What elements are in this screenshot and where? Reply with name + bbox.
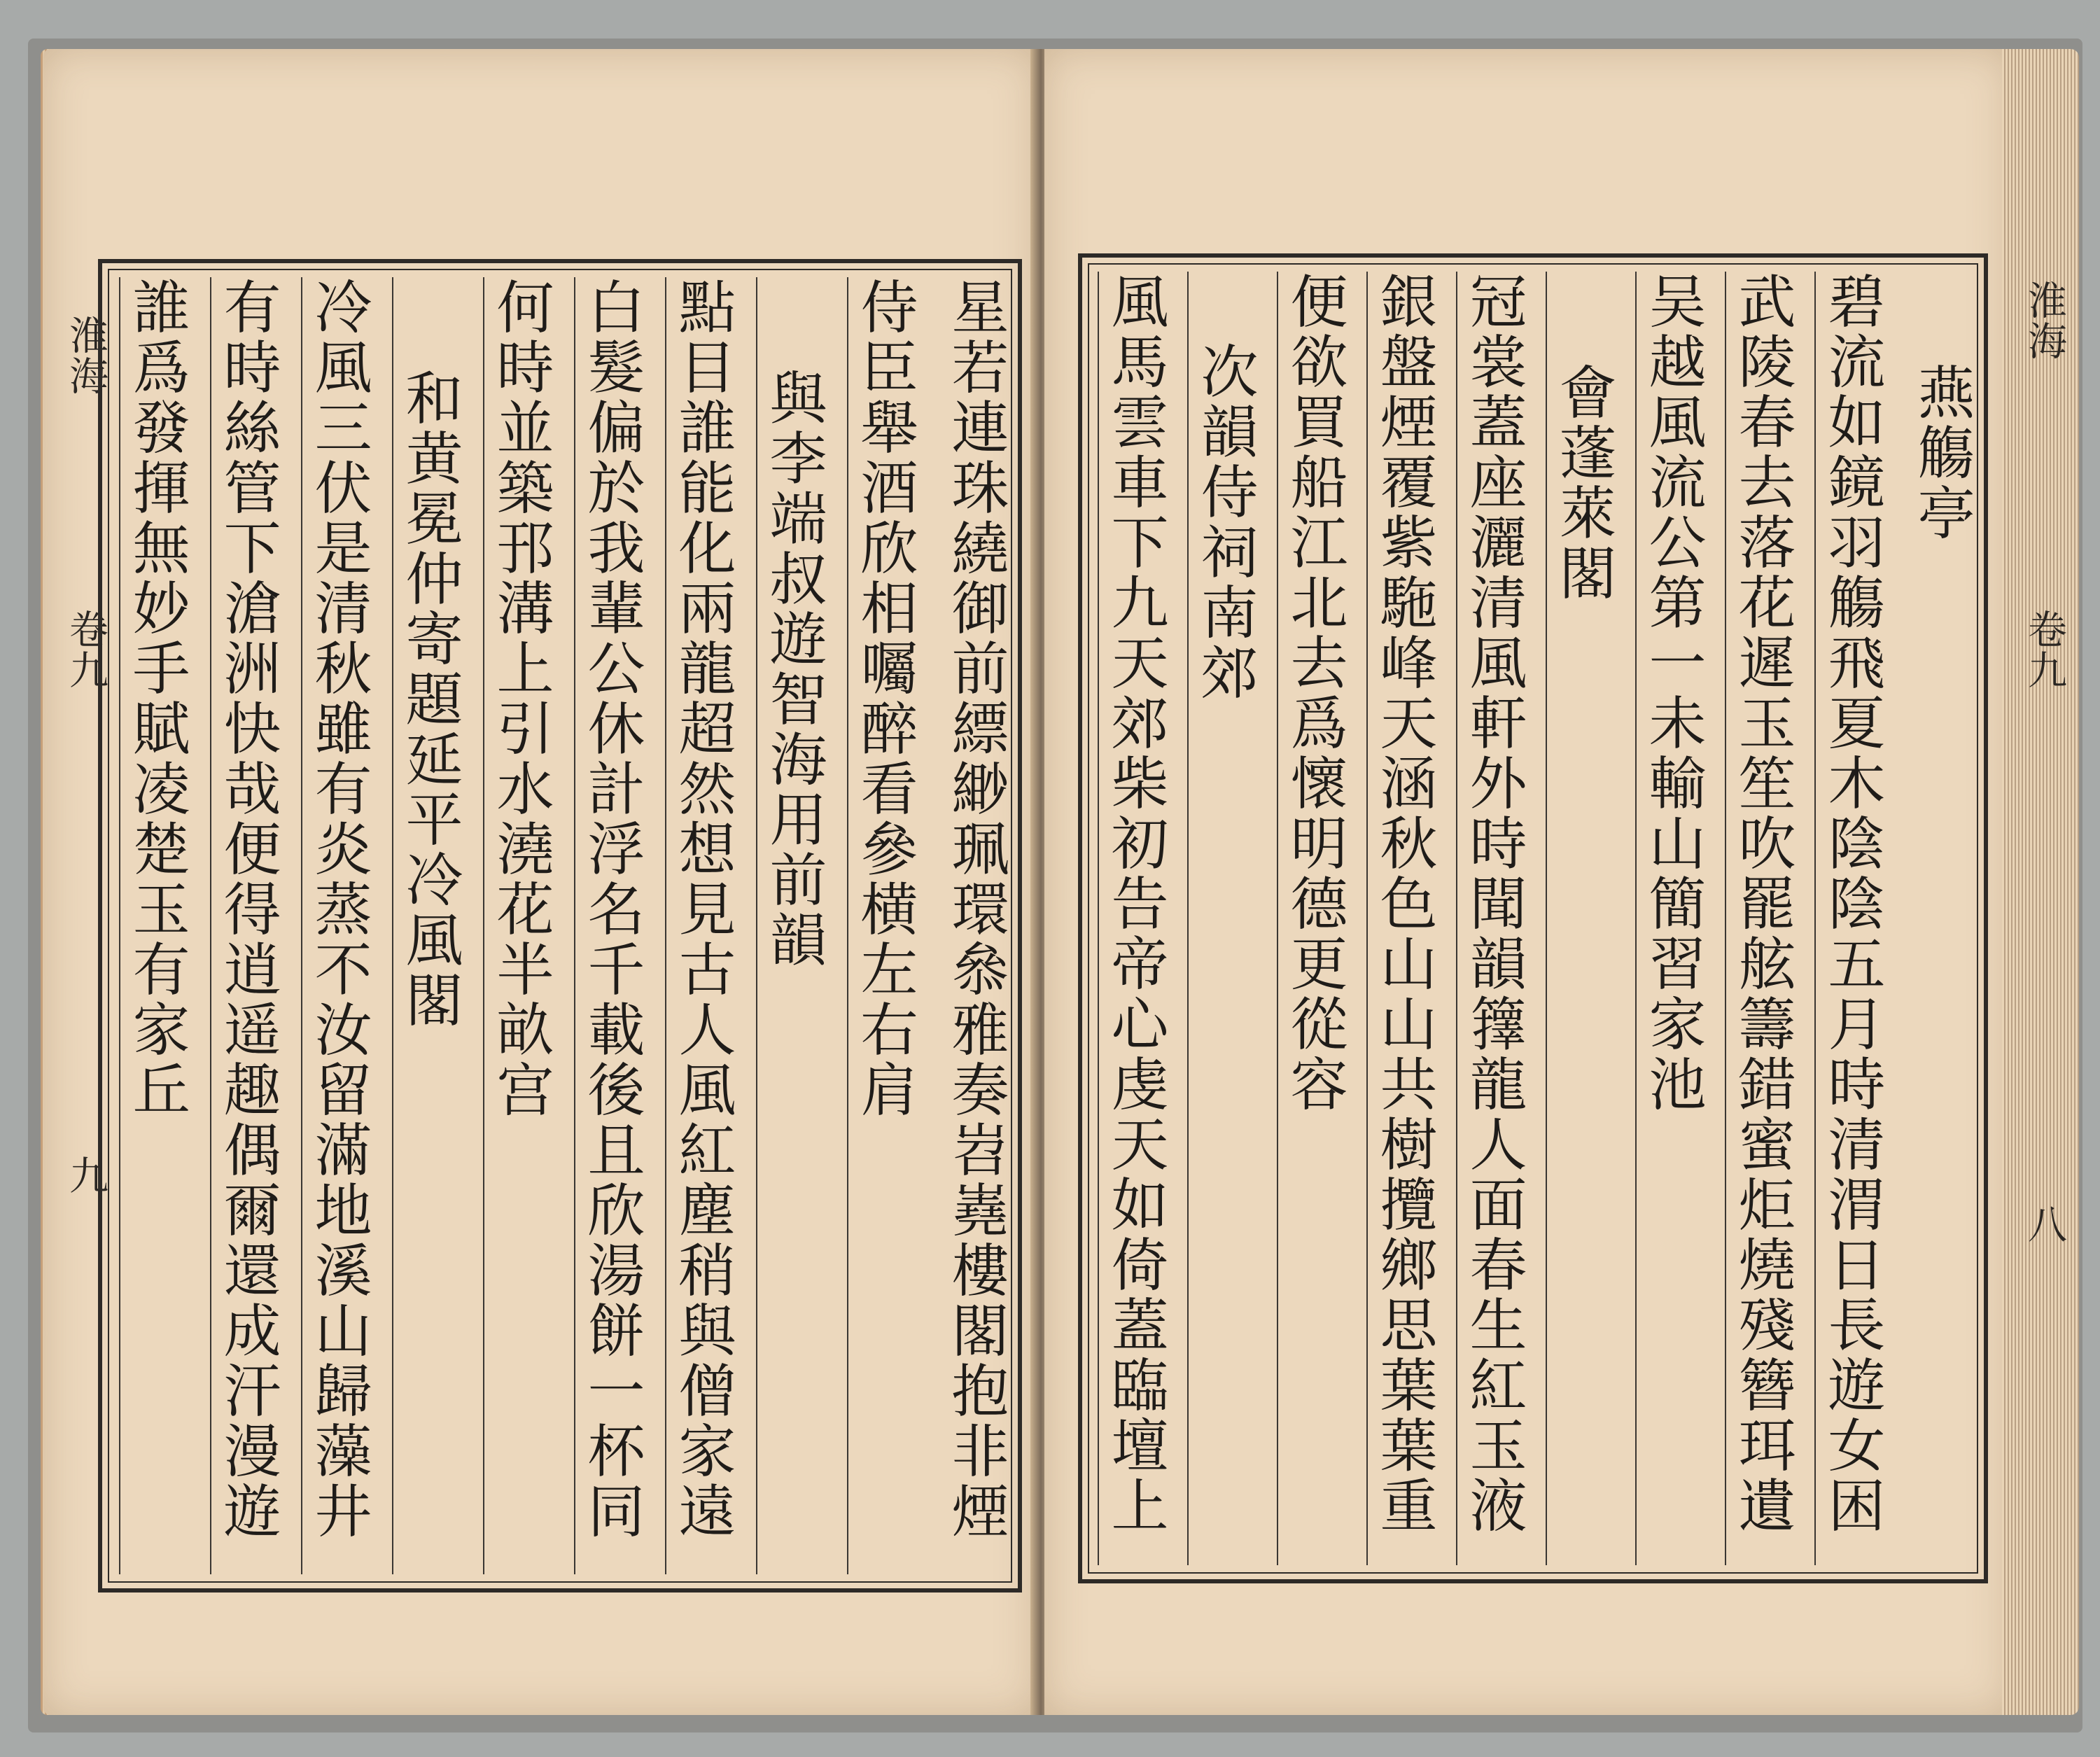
left-column-10: 誰爲發揮無妙手賦凌楚玉有家丘: [119, 277, 192, 1574]
left-column-1: 星若連珠繞御前縹緲珮環叅雅奏岧嶤樓閣抱非煙: [942, 277, 1009, 1541]
right-column-10: 風馬雲車下九天郊柴初告帝心虔天如倚蓋臨壇上: [1098, 272, 1170, 1565]
left-column-5: 白髮偏於我輩公休計浮名千載後且欣湯餅一杯同: [574, 277, 647, 1574]
right-margin-mark-volume: 卷九: [2022, 609, 2067, 690]
left-margin-mark-volume: 卷九: [63, 609, 108, 690]
left-column-4: 點目誰能化兩龍超然想見古人風紅塵稍與僧家遠: [665, 277, 738, 1574]
left-column-3-title: 與李端叔遊智海用前韻: [756, 277, 829, 1574]
right-column-6: 冠裳蓋座灑清風軒外時聞韻籜龍人面春生紅玉液: [1456, 272, 1529, 1565]
right-column-9-title: 次韻侍祠南郊: [1187, 272, 1260, 1565]
right-column-7: 銀盤煙覆紫駞峰天涵秋色山山共樹攬鄉思葉葉重: [1366, 272, 1439, 1565]
left-column-9: 有時絲管下滄洲快哉便得逍遥趣偶爾還成汗漫遊: [210, 277, 283, 1574]
left-inner-frame: [108, 269, 1012, 1583]
left-column-8: 冷風三伏是清秋雖有炎蒸不汝留滿地溪山歸藻井: [301, 277, 374, 1574]
right-text-frame: [1078, 253, 1988, 1583]
left-margin-mark-title: 淮海: [63, 315, 108, 396]
right-column-5-title: 會蓬萊閣: [1546, 272, 1618, 1565]
right-column-1-title: 燕觴亭: [1908, 363, 1975, 543]
right-column-4: 吴越風流公第一未輸山簡習家池: [1635, 272, 1708, 1565]
right-margin-mark-title: 淮海: [2022, 280, 2067, 361]
right-page-edges: [2002, 49, 2079, 1715]
left-column-2: 侍臣舉酒欣相囑醉看參横左右肩: [847, 277, 920, 1574]
left-text-frame: [98, 259, 1022, 1592]
right-column-8: 便欲買船江北去爲懷明德更從容: [1277, 272, 1350, 1565]
left-margin-mark-page: 九: [63, 1155, 108, 1196]
right-margin-mark-page: 八: [2022, 1204, 2067, 1245]
left-column-6: 何時並築邘溝上引水澆花半畝宫: [483, 277, 556, 1574]
right-inner-frame: [1088, 263, 1978, 1574]
right-column-2: 碧流如鏡羽觴飛夏木陰陰五月時清渭日長遊女困: [1814, 272, 1887, 1565]
right-column-3: 武陵春去落花遲玉笙吹罷舷籌錯蜜炬燒殘簪珥遺: [1725, 272, 1798, 1565]
left-column-7-title: 和黄冕仲寄題延平冷風閣: [392, 277, 465, 1574]
